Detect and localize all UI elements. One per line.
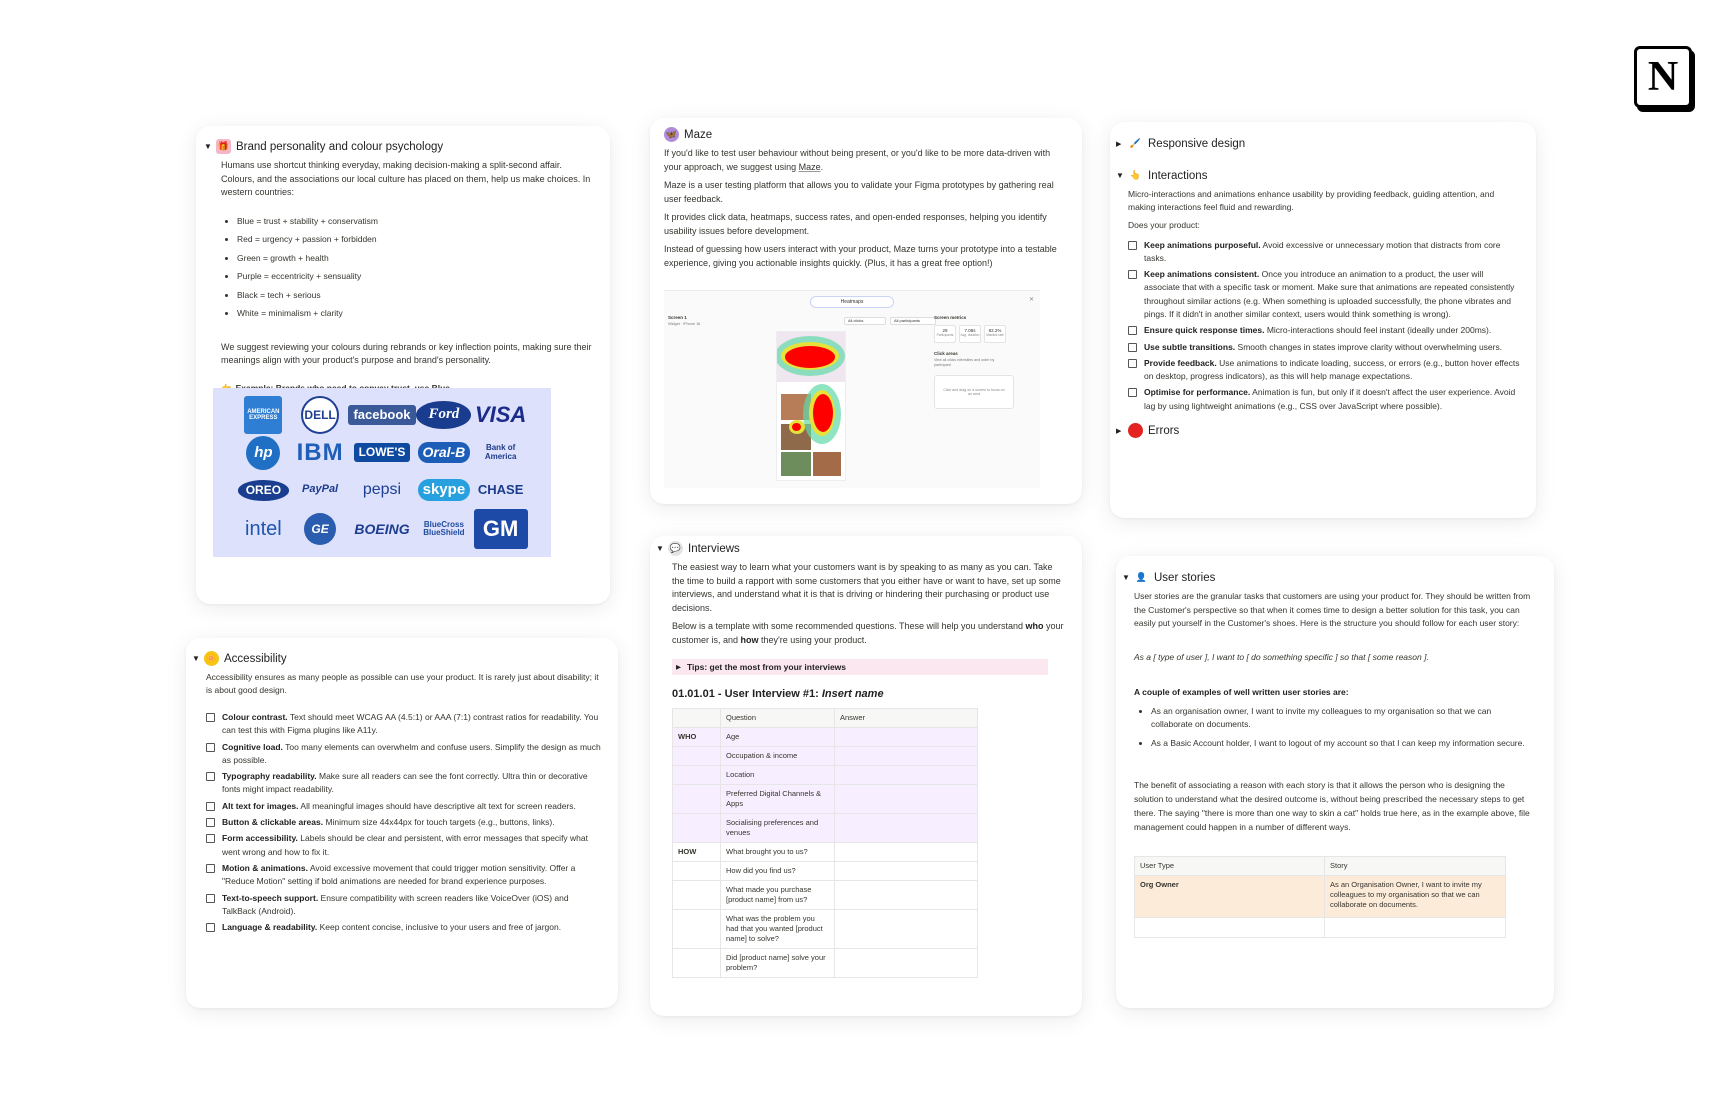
interactions-intro: Micro-interactions and animations enhance usability by providing feedback, guiding attention, and making interactions feel fluid and rewarding. (1128, 189, 1495, 212)
heatmaps-tab[interactable]: Heatmaps (810, 296, 894, 308)
cell-group (673, 949, 721, 978)
device-label: Widget · iPhone 16 (668, 322, 701, 326)
table-row (673, 785, 978, 814)
checklist-item (206, 816, 602, 829)
checkbox[interactable] (1128, 326, 1137, 335)
toggle-open-icon: ▼ (1116, 171, 1124, 180)
accessibility-checklist (206, 711, 602, 934)
interviews-toggle[interactable] (656, 541, 1066, 556)
lowes-logo: LOWE'S (354, 443, 411, 462)
maze-p1: If you'd like to test user behaviour without being present, or you'd like to be more data-driven with your approach, we suggest using Maze. (664, 148, 1051, 172)
close-icon[interactable]: ✕ (1028, 297, 1034, 303)
maze-p2: Maze is a user testing platform that allows you to validate your Figma prototypes by gathering real user feedback. (664, 180, 1054, 204)
checkbox[interactable] (206, 864, 215, 873)
cell-user-type: Org Owner (1135, 876, 1325, 918)
checklist-item (206, 892, 602, 919)
table-row (673, 814, 978, 843)
table-row (673, 862, 978, 881)
list-item: • Blue = trust + stability + conservatism (237, 212, 594, 231)
notion-logo-letter: N (1647, 54, 1679, 100)
checkbox[interactable] (1128, 359, 1137, 368)
brand-toggle[interactable] (204, 139, 610, 154)
cell-question: How did you find us? (721, 862, 835, 881)
person-icon: 👤 (1135, 572, 1148, 582)
list-item: • As an organisation owner, I want to invite my colleagues to my organisation so that we can collaborate on documents. (1151, 705, 1532, 732)
interactions-toggle[interactable] (1116, 168, 1520, 183)
accessibility-card (186, 638, 618, 1008)
toggle-closed-icon: ▶ (676, 664, 681, 671)
table-header (1135, 857, 1506, 876)
cell-answer[interactable] (835, 814, 978, 843)
brand-logos-image (213, 388, 551, 557)
stories-p1: User stories are the granular tasks that customers are using your product for. They should be written from the Customer's perspective so that when it comes time to design a better solution for this task, you can easily put yourself in the Customer's shoes. Here is the structure you should follow for each user story: (1134, 591, 1531, 628)
cell-question: What was the problem you had that you wanted [product name] to solve? (721, 910, 835, 949)
table-row (673, 728, 978, 747)
maze-card (650, 118, 1082, 504)
ibm-logo: IBM (296, 439, 344, 467)
toggle-open-icon: ▼ (192, 654, 200, 663)
cell-question: Did [product name] solve your problem? (721, 949, 835, 978)
checklist-item (206, 800, 602, 813)
checklist-text: Alt text for images. All meaningful images should have descriptive alt text for screen readers. (222, 800, 576, 811)
cell-answer[interactable] (835, 862, 978, 881)
checklist-item (206, 741, 602, 768)
responsive-toggle[interactable] (1116, 136, 1520, 151)
cell-question: Location (721, 766, 835, 785)
table-header (673, 709, 978, 728)
table-row (1135, 876, 1506, 918)
bank-of-america-logo: Bank of America (484, 443, 517, 461)
user-story-table (1134, 856, 1506, 938)
paypal-logo: PayPal (302, 483, 339, 496)
cell-group: HOW (673, 843, 721, 862)
checklist-text: Optimise for performance. Animation is fun, but only if it doesn't affect the user experience. Avoid lag by using lightweight animations (e.g., CSS over JavaScript where possible). (1144, 387, 1516, 411)
checklist-text: Button & clickable areas. Minimum size 44x44px for touch targets (e.g., buttons, links). (222, 817, 555, 828)
speech-bubble-icon: 💬 (668, 541, 683, 556)
cell-group (673, 862, 721, 881)
checklist-text: Ensure quick response times. Micro-interactions should feel instant (ideally under 200ms). (1144, 325, 1492, 336)
responsive-title: Responsive design (1148, 137, 1246, 150)
checklist-item (1128, 268, 1520, 321)
stories-template: As a [ type of user ], I want to [ do something specific ] so that [ some reason ]. (1134, 651, 1429, 662)
checklist-text: Cognitive load. Too many elements can overwhelm and confuse users. Simplify the design as much as possible. (222, 741, 601, 765)
ge-logo: GE (304, 513, 336, 545)
column-question: Question (721, 709, 835, 728)
cell-question: Preferred Digital Channels & Apps (721, 785, 835, 814)
interviews-p1: The easiest way to learn what your customers want is by speaking to as many as you can. Take the time to build a rapport with some customers that you either have or want to have, set up some interviews, and understand what it is that is driving or hindering their purchasing or product use decisions. (672, 562, 1061, 613)
click-areas-desc: View all clicks intensities and order by participant (934, 358, 995, 367)
brand-title: Brand personality and colour psychology (236, 140, 444, 153)
user-stories-card (1116, 556, 1554, 1008)
metrics-row (934, 325, 1006, 343)
checklist-item (206, 832, 602, 859)
checklist-text: Text-to-speech support. Ensure compatibility with screen readers like VoiceOver (iOS) and TalkBack (Android). (222, 892, 569, 916)
checkbox[interactable] (1128, 270, 1137, 279)
cell-question: What brought you to us? (721, 843, 835, 862)
table-row (673, 910, 978, 949)
cell-group (673, 910, 721, 949)
checklist-item (1128, 386, 1520, 413)
maze-p3: It provides click data, heatmaps, success rates, and open-ended responses, helping you identify usability issues before development. (664, 212, 1047, 236)
gift-icon: 🎁 (216, 139, 231, 154)
accessibility-toggle[interactable] (192, 651, 618, 666)
facebook-logo: facebook (348, 405, 415, 425)
list-item: • White = minimalism + clarity (237, 304, 594, 323)
interactions-title: Interactions (1148, 169, 1208, 182)
toggle-open-icon: ▼ (1122, 573, 1130, 582)
notion-logo (1634, 46, 1692, 108)
column-answer: Answer (835, 709, 978, 728)
checkbox[interactable] (206, 743, 215, 752)
list-item: • Black = tech + serious (237, 286, 594, 305)
hp-logo: hp (246, 436, 280, 470)
checklist-text: Form accessibility. Labels should be clear and persistent, with error messages that specify what went wrong and how to fix it. (222, 833, 589, 857)
cell-question: Occupation & income (721, 747, 835, 766)
metric-participants: 29 Participants (934, 325, 956, 343)
checklist-item (206, 921, 602, 934)
cell-question: Age (721, 728, 835, 747)
accessibility-title: Accessibility (224, 652, 287, 665)
list-item: • Green = growth + health (237, 249, 594, 268)
checkbox[interactable] (1128, 241, 1137, 250)
checklist-item (206, 862, 602, 889)
brand-card (196, 126, 610, 604)
list-item: • Purple = eccentricity + sensuality (237, 267, 594, 286)
cell-answer[interactable] (835, 747, 978, 766)
column-user-type: User Type (1135, 857, 1325, 876)
checklist-item (1128, 357, 1520, 384)
cell-answer[interactable] (835, 949, 978, 978)
interview-heading: 01.01.01 - User Interview #1: Insert name (672, 688, 884, 700)
maze-link[interactable]: Maze (798, 161, 821, 172)
checkbox[interactable] (206, 713, 215, 722)
filter-clicks[interactable]: All clicks (844, 317, 886, 325)
interviews-p2: Below is a template with some recommended questions. These will help you understand who your customer is, and how they're using your product. (672, 621, 1064, 645)
maze-p4: Instead of guessing how users interact with your product, Maze turns your prototype into a testable experience, giving you actionable insights quickly. (Plus, it has a great free option!) (664, 244, 1057, 268)
interactions-card (1110, 122, 1536, 518)
toggle-closed-icon: ▶ (1116, 427, 1122, 435)
table-row (1135, 918, 1506, 938)
maze-heatmap-screenshot (664, 290, 1040, 488)
cell-answer[interactable] (835, 910, 978, 949)
cell-group: WHO (673, 728, 721, 747)
sunflower-icon: 🌼 (204, 651, 219, 666)
checklist-text: Language & readability. Keep content concise, inclusive to your users and free of jargon. (222, 922, 562, 933)
skype-logo: skype (418, 479, 471, 501)
checkbox[interactable] (1128, 388, 1137, 397)
checklist-item (1128, 341, 1520, 354)
errors-toggle[interactable] (1116, 423, 1520, 438)
tips-toggle[interactable] (672, 659, 1048, 675)
interviews-title: Interviews (688, 542, 740, 555)
user-stories-toggle[interactable] (1122, 570, 1538, 585)
metric-misclick: 82.2% Misclick rate (984, 325, 1006, 343)
bluecross-logo: BlueCross BlueShield (423, 519, 465, 537)
red-circle-icon (1128, 423, 1143, 438)
list-item: • As a Basic Account holder, I want to logout of my account so that I can keep my information secure. (1151, 737, 1532, 751)
checklist-item (206, 711, 602, 738)
filter-participants[interactable]: All participants (890, 317, 936, 325)
drag-area[interactable]: Click and drag on a screen to focus on an area (934, 375, 1014, 409)
interviews-card (650, 536, 1082, 1016)
checklist-text: Keep animations consistent. Once you introduce an animation to a product, the user will associate that with a specific task or moment. Make sure that animations are repeated consistently throughout similar actions (e.g. When something is uploaded successfully, the phone vibrates and pings. If it didn't in another similar context, users would think something is wrong). (1144, 269, 1515, 319)
stories-examples (1151, 705, 1532, 751)
hand-icon: 👆 (1129, 170, 1142, 180)
errors-title: Errors (1148, 424, 1180, 437)
table-row (673, 881, 978, 910)
screen-label: Screen 1 (668, 315, 687, 320)
checkbox[interactable] (206, 834, 215, 843)
cell-question: Socialising preferences and venues (721, 814, 835, 843)
tips-label: Tips: get the most from your interviews (687, 662, 847, 672)
checklist-item (1128, 324, 1520, 337)
column-story: Story (1325, 857, 1506, 876)
pepsi-logo: pepsi (362, 480, 402, 498)
cell-answer[interactable] (835, 766, 978, 785)
cell-answer[interactable] (835, 843, 978, 862)
brand-suggest: We suggest reviewing your colours during rebrands or key inflection points, making sure their meanings align with your product's purpose and brand's personality. (221, 341, 592, 365)
cell-group (673, 814, 721, 843)
colour-list (237, 212, 594, 323)
checkbox[interactable] (206, 894, 215, 903)
visa-logo: VISA (474, 402, 527, 428)
list-item: • Red = urgency + passion + forbidden (237, 230, 594, 249)
cell-group (673, 766, 721, 785)
maze-title: Maze (684, 128, 713, 141)
checklist-text: Use subtle transitions. Smooth changes in states improve clarity without overwhelming users. (1144, 341, 1503, 352)
accessibility-intro: Accessibility ensures as many people as possible can use your product. It is rarely just about disability; it is about good design. (206, 672, 599, 695)
cell-group (673, 785, 721, 814)
stories-p2: The benefit of associating a reason with each story is that it allows the person who is designing the solution to understand what the desired outcome is, without being prescribed the necessary steps to get there. The saying "there is more than one way to skin a cat" holds true here, as in the example above, file management could happen in a number of different ways. (1134, 780, 1530, 832)
toggle-open-icon: ▼ (656, 544, 664, 553)
metrics-title: Screen metrics (934, 315, 967, 320)
table-row (673, 747, 978, 766)
checklist-item (206, 770, 602, 797)
pen-icon: 🖌️ (1129, 138, 1142, 148)
amex-logo: AMERICAN EXPRESS (244, 396, 282, 434)
boeing-logo: BOEING (354, 520, 410, 537)
checklist-item (1128, 239, 1520, 266)
oreo-logo: OREO (238, 480, 289, 501)
stories-couple: A couple of examples of well written user stories are: (1134, 687, 1349, 697)
intel-logo: intel (245, 517, 282, 540)
oralb-logo: Oral-B (418, 442, 471, 463)
interactions-does: Does your product: (1128, 220, 1200, 230)
cell-group (673, 881, 721, 910)
butterfly-icon: 🦋 (664, 127, 679, 142)
phone-preview (776, 331, 846, 481)
toggle-open-icon: ▼ (204, 142, 212, 151)
cell-answer[interactable] (835, 881, 978, 910)
ford-logo: Ford (416, 401, 471, 429)
checkbox[interactable] (206, 802, 215, 811)
cell-group (673, 747, 721, 766)
table-row (673, 949, 978, 978)
interview-table (672, 708, 978, 978)
metric-duration: 7.08s Avg. duration (959, 325, 981, 343)
maze-heading (664, 127, 1066, 142)
checkbox[interactable] (206, 772, 215, 781)
chase-logo: CHASE (477, 482, 524, 498)
checkbox[interactable] (206, 923, 215, 932)
user-stories-title: User stories (1154, 571, 1216, 584)
cell-question: What made you purchase [product name] from us? (721, 881, 835, 910)
checklist-text: Motion & animations. Avoid excessive movement that could trigger motion sensitivity. Offer a "Reduce Motion" setting if bold animations are needed for brand experience purposes. (222, 862, 576, 887)
checklist-text: Typography readability. Make sure all readers can see the font correctly. Ultra thin or decorative fonts might impact readability. (222, 771, 588, 795)
table-row (673, 766, 978, 785)
checklist-text: Keep animations purposeful. Avoid excessive or unnecessary motion that distracts from core tasks. (1144, 239, 1501, 263)
click-areas-title: Click areas (934, 351, 958, 356)
cell-story: As an Organisation Owner, I want to invite my colleagues to my organisation so that we can collaborate on documents. (1325, 876, 1506, 918)
checkbox[interactable] (1128, 343, 1137, 352)
checklist-text: Colour contrast. Text should meet WCAG AA (4.5:1) or AAA (7:1) contrast ratios for readability. You can test this with Figma plugins like A11y. (222, 712, 599, 736)
gm-logo: GM (474, 509, 528, 549)
cell-answer[interactable] (835, 728, 978, 747)
checklist-text: Provide feedback. Use animations to indicate loading, success, or errors (e.g., button hover effects on desktop, progress indicators), as this will help manage expectations. (1144, 357, 1520, 382)
brand-intro: Humans use shortcut thinking everyday, making decision-making a split-second affair. Colours, and the associations our local culture has placed on them, help us make choices. In western countries: (221, 160, 591, 197)
toggle-closed-icon: ▶ (1116, 140, 1122, 148)
interactions-checklist (1128, 239, 1520, 414)
cell-answer[interactable] (835, 785, 978, 814)
dell-logo: DELL (301, 396, 339, 434)
table-row (673, 843, 978, 862)
checkbox[interactable] (206, 818, 215, 827)
